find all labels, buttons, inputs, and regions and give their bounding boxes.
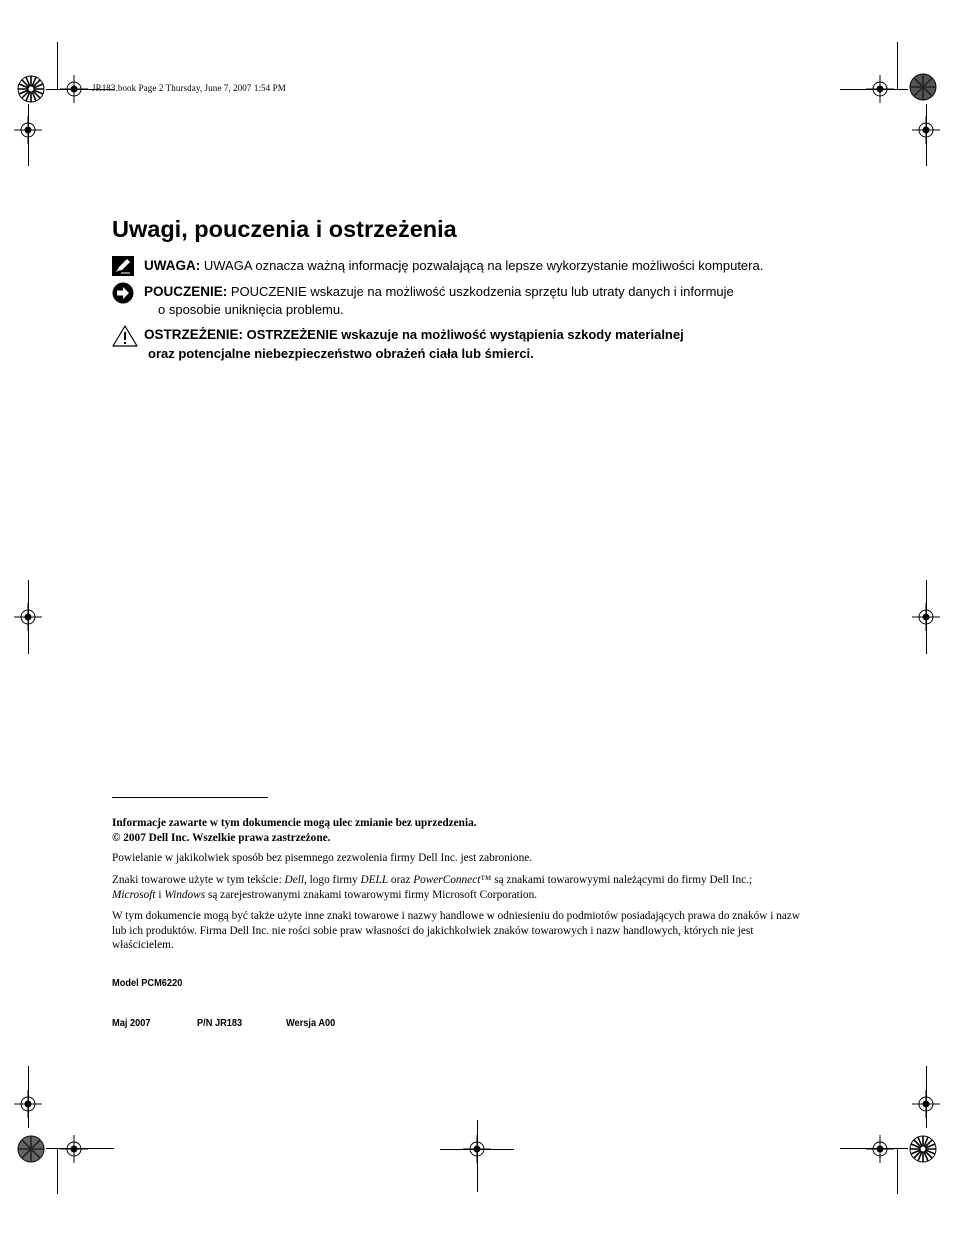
arrow-circle-icon (112, 282, 134, 304)
note-notice (112, 257, 832, 277)
trademark-text: są zarejestrowanymi znakami towarowymi firmy Microsoft Corporation. (205, 888, 538, 901)
legal-info (112, 816, 822, 845)
note-label: UWAGA: (144, 258, 201, 273)
book-header-line: JR183.book Page 2 Thursday, June 7, 2007 1:54 PM (92, 83, 286, 93)
document-version: Wersja A00 (286, 1017, 336, 1029)
color-target-icon (908, 72, 938, 102)
reproduction-text: Powielanie w jakikolwiek sposób bez pisemnego zezwolenia firmy Dell Inc. jest zabronione. (112, 852, 533, 864)
warning-text: OSTRZEŻENIE wskazuje na możliwość wystąpienia szkody materialnej (243, 327, 684, 342)
model-number: Model PCM6220 (112, 977, 183, 989)
crosshair-icon (866, 1135, 894, 1163)
info-change-notice: Informacje zawarte w tym dokumencie mogą ulec zmianie bez uprzedzenia. (112, 817, 477, 829)
other-trademarks-text: W tym dokumencie mogą być także użyte inne znaki towarowe i nazwy handlowe w odniesieniu do podmiotów posiadających prawa do znaków i nazw lub ich produktów. Firma Dell Inc. nie rości sobie praw własności do jakichkolwiek znaków towarowych i nazw handlowych, których nie jest właścicielem. (112, 910, 801, 952)
crosshair-icon (60, 1135, 88, 1163)
trademark-text: Znaki towarowe użyte w tym tekście: (112, 874, 285, 886)
trademark-microsoft: Microsoft (112, 888, 156, 901)
color-target-icon (908, 1134, 938, 1164)
note-text: UWAGA oznacza ważną informację pozwalającą na lepsze wykorzystanie możliwości komputera. (200, 258, 764, 273)
trademark-windows: Windows (164, 888, 206, 901)
warning-label: OSTRZEŻENIE: (144, 327, 244, 342)
part-number: P/N JR183 (197, 1017, 243, 1029)
pencil-note-icon (112, 256, 134, 276)
trademark-text: i (155, 888, 165, 901)
copyright-line: © 2007 Dell Inc. Wszelkie prawa zastrzeżone. (112, 831, 331, 844)
publication-date: Maj 2007 (112, 1017, 151, 1029)
caution-text-line2: o sposobie uniknięcia problemu. (158, 302, 344, 317)
color-target-icon (16, 74, 46, 104)
trademarks-notice (112, 873, 822, 902)
warning-notice (112, 326, 832, 366)
footnote-divider (112, 797, 268, 798)
trademark-powerconnect: PowerConnect (413, 874, 481, 886)
caution-notice (112, 283, 832, 323)
page-title: Uwagi, pouczenia i ostrzeżenia (112, 216, 457, 242)
reproduction-notice (112, 851, 822, 866)
other-trademarks-notice (112, 909, 817, 953)
caution-text: POUCZENIE wskazuje na możliwość uszkodzenia sprzętu lub utraty danych i informuje (227, 284, 734, 299)
color-target-icon (16, 1134, 46, 1164)
trademark-text: , logo firmy (304, 874, 361, 886)
caution-label: POUCZENIE: (144, 284, 228, 299)
trademark-dell: Dell (284, 874, 304, 886)
warning-text-line2: oraz potencjalne niebezpieczeństwo obrażeń ciała lub śmierci. (148, 346, 534, 361)
trademark-text: ™ są znakami towarowyymi należącymi do firmy Dell Inc.; (480, 874, 753, 886)
trademark-text: oraz (388, 874, 414, 886)
warning-triangle-icon (112, 325, 138, 347)
trademark-dell-logo: DELL (360, 874, 389, 886)
